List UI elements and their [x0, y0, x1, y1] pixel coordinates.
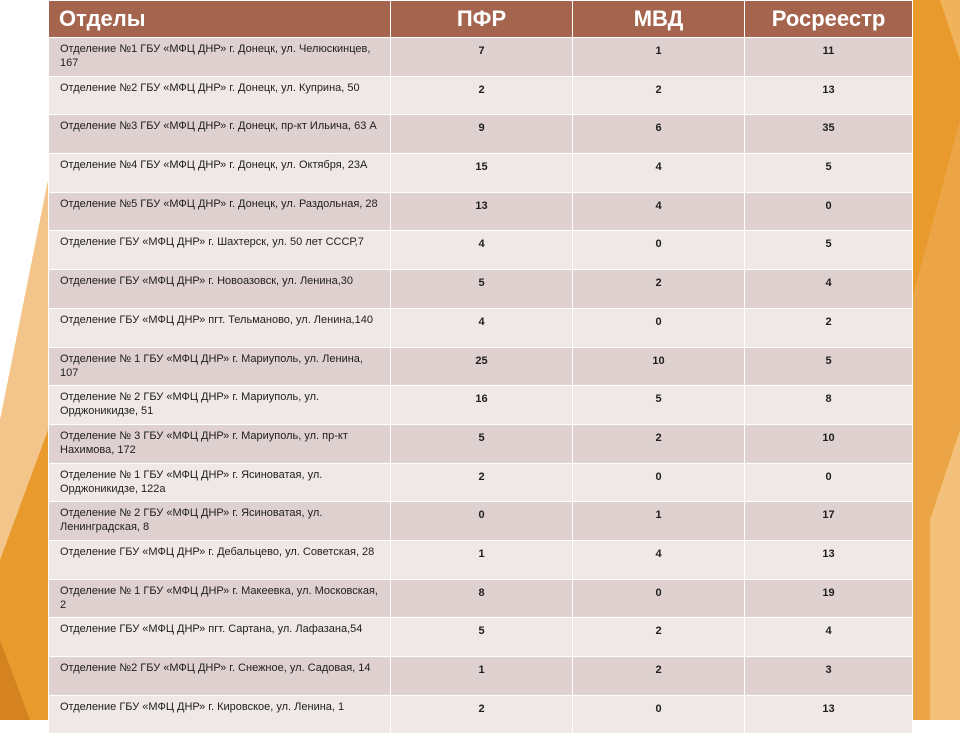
department-name: Отделение № 2 ГБУ «МФЦ ДНР» г. Ясиноватая, ул. Ленинградская, 8 [49, 502, 391, 541]
pfr-value: 1 [391, 540, 573, 579]
department-name: Отделение № 1 ГБУ «МФЦ ДНР» г. Ясиноватая, ул. Орджоникидзе, 122а [49, 463, 391, 502]
mvd-value: 2 [573, 657, 745, 696]
department-name: Отделение №2 ГБУ «МФЦ ДНР» г. Снежное, ул. Садовая, 14 [49, 657, 391, 696]
rosreestr-value: 13 [745, 540, 913, 579]
rosreestr-value: 11 [745, 38, 913, 77]
department-name: Отделение №3 ГБУ «МФЦ ДНР» г. Донецк, пр-кт Ильича, 63 А [49, 115, 391, 154]
pfr-value: 1 [391, 657, 573, 696]
table-row [49, 386, 913, 425]
pfr-value: 5 [391, 270, 573, 309]
mvd-value: 5 [573, 386, 745, 425]
rosreestr-value: 19 [745, 579, 913, 618]
rosreestr-value: 2 [745, 308, 913, 347]
header-mvd: МВД [573, 1, 745, 38]
rosreestr-value: 5 [745, 154, 913, 193]
pfr-value: 2 [391, 695, 573, 734]
table-row [49, 308, 913, 347]
table-row [49, 38, 913, 77]
pfr-value: 25 [391, 347, 573, 386]
rosreestr-value: 35 [745, 115, 913, 154]
pfr-value: 5 [391, 618, 573, 657]
rosreestr-value: 4 [745, 270, 913, 309]
department-name: Отделение ГБУ «МФЦ ДНР» г. Новоазовск, ул. Ленина,30 [49, 270, 391, 309]
data-table [48, 0, 913, 734]
rosreestr-value: 0 [745, 463, 913, 502]
table-row [49, 115, 913, 154]
rosreestr-value: 17 [745, 502, 913, 541]
pfr-value: 15 [391, 154, 573, 193]
table-row [49, 270, 913, 309]
table-row [49, 231, 913, 270]
pfr-value: 9 [391, 115, 573, 154]
department-name: Отделение № 1 ГБУ «МФЦ ДНР» г. Макеевка, ул. Московская, 2 [49, 579, 391, 618]
mvd-value: 2 [573, 270, 745, 309]
table-row [49, 192, 913, 231]
header-departments: Отделы [49, 1, 391, 38]
table-row [49, 502, 913, 541]
department-name: Отделение № 3 ГБУ «МФЦ ДНР» г. Мариуполь, ул. пр-кт Нахимова, 172 [49, 424, 391, 463]
table-row [49, 424, 913, 463]
department-name: Отделение №4 ГБУ «МФЦ ДНР» г. Донецк, ул. Октября, 23А [49, 154, 391, 193]
mvd-value: 1 [573, 38, 745, 77]
department-name: Отделение №5 ГБУ «МФЦ ДНР» г. Донецк, ул. Раздольная, 28 [49, 192, 391, 231]
pfr-value: 4 [391, 231, 573, 270]
rosreestr-value: 0 [745, 192, 913, 231]
mvd-value: 0 [573, 579, 745, 618]
rosreestr-value: 4 [745, 618, 913, 657]
rosreestr-value: 5 [745, 347, 913, 386]
pfr-value: 7 [391, 38, 573, 77]
header-row [49, 1, 913, 38]
header-rosreestr: Росреестр [745, 1, 913, 38]
pfr-value: 2 [391, 463, 573, 502]
department-name: Отделение ГБУ «МФЦ ДНР» г. Кировское, ул. Ленина, 1 [49, 695, 391, 734]
rosreestr-value: 13 [745, 695, 913, 734]
table-row [49, 76, 913, 115]
mvd-value: 0 [573, 695, 745, 734]
department-name: Отделение ГБУ «МФЦ ДНР» г. Дебальцево, ул. Советская, 28 [49, 540, 391, 579]
mvd-value: 1 [573, 502, 745, 541]
pfr-value: 5 [391, 424, 573, 463]
table-row [49, 618, 913, 657]
department-name: Отделение ГБУ «МФЦ ДНР» пгт. Сартана, ул. Лафазана,54 [49, 618, 391, 657]
mvd-value: 0 [573, 231, 745, 270]
pfr-value: 4 [391, 308, 573, 347]
mvd-value: 6 [573, 115, 745, 154]
mvd-value: 4 [573, 154, 745, 193]
rosreestr-value: 13 [745, 76, 913, 115]
mvd-value: 4 [573, 540, 745, 579]
mvd-value: 0 [573, 463, 745, 502]
table-row [49, 154, 913, 193]
pfr-value: 0 [391, 502, 573, 541]
rosreestr-value: 3 [745, 657, 913, 696]
department-name: Отделение №1 ГБУ «МФЦ ДНР» г. Донецк, ул. Челюскинцев, 167 [49, 38, 391, 77]
table-row [49, 657, 913, 696]
mvd-value: 0 [573, 308, 745, 347]
table-row [49, 540, 913, 579]
department-name: Отделение ГБУ «МФЦ ДНР» пгт. Тельманово, ул. Ленина,140 [49, 308, 391, 347]
pfr-value: 2 [391, 76, 573, 115]
table-row [49, 463, 913, 502]
department-name: Отделение № 1 ГБУ «МФЦ ДНР» г. Мариуполь, ул. Ленина, 107 [49, 347, 391, 386]
rosreestr-value: 8 [745, 386, 913, 425]
pfr-value: 8 [391, 579, 573, 618]
mvd-value: 2 [573, 76, 745, 115]
rosreestr-value: 10 [745, 424, 913, 463]
mvd-value: 2 [573, 618, 745, 657]
pfr-value: 16 [391, 386, 573, 425]
table-row [49, 347, 913, 386]
mvd-value: 2 [573, 424, 745, 463]
table-row [49, 695, 913, 734]
mvd-value: 4 [573, 192, 745, 231]
table-container [48, 0, 912, 734]
department-name: Отделение ГБУ «МФЦ ДНР» г. Шахтерск, ул. 50 лет СССР,7 [49, 231, 391, 270]
mvd-value: 10 [573, 347, 745, 386]
table-row [49, 579, 913, 618]
pfr-value: 13 [391, 192, 573, 231]
department-name: Отделение № 2 ГБУ «МФЦ ДНР» г. Мариуполь, ул. Орджоникидзе, 51 [49, 386, 391, 425]
rosreestr-value: 5 [745, 231, 913, 270]
header-pfr: ПФР [391, 1, 573, 38]
department-name: Отделение №2 ГБУ «МФЦ ДНР» г. Донецк, ул. Куприна, 50 [49, 76, 391, 115]
